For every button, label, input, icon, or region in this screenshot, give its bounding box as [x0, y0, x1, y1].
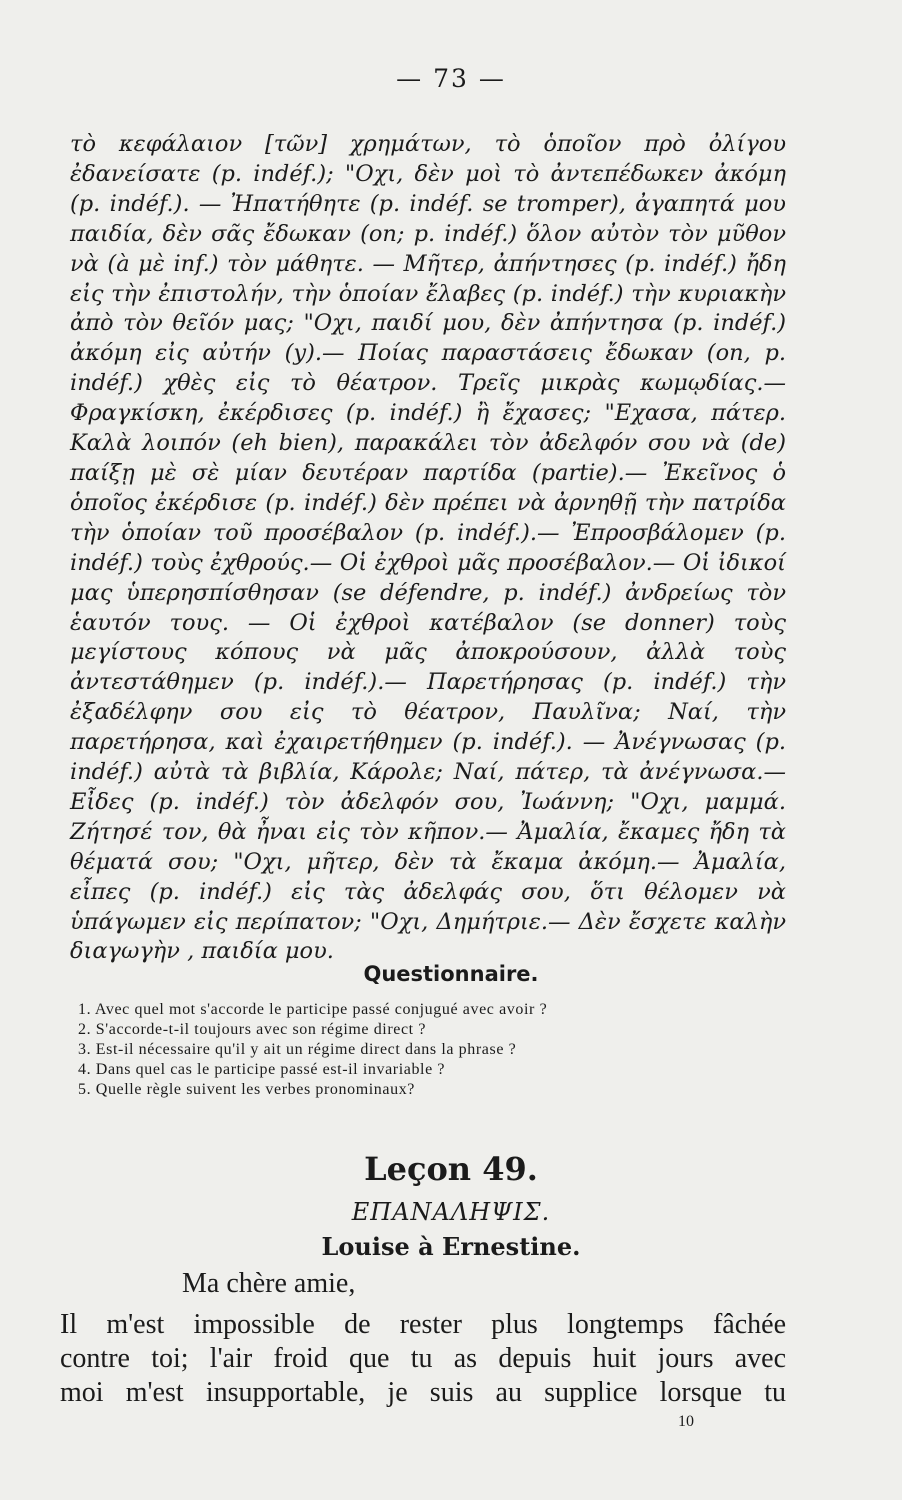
lesson-subtitle: ΕΠΑΝΑΛΗΨΙΣ. [351, 1198, 551, 1226]
letter-salutation: Ma chère amie, [182, 1268, 356, 1299]
signature-mark: 10 [678, 1413, 694, 1430]
letter-line: moi m'est insupportable, je suis au supplice lorsque tu [60, 1377, 786, 1408]
lesson-title: Leçon 49. [364, 1150, 538, 1188]
question-item: 2. S'accorde-t-il toujours avec son régime direct ? [78, 1021, 427, 1038]
letter-line: Il m'est impossible de rester plus longtemps fâchée [60, 1309, 786, 1340]
exercise-text: τὸ κεφάλαιον [τῶν] χρημάτων, τὸ ὁποῖον πρὸ ὀλίγου ἐδανείσατε (p. indéf.); "Οχι, δὲν μοὶ τὸ ἀντεπέδωκεν ἀκόμη (p. indéf.). — Ἠπατήθητε (p. indéf. se tromper), ἀγαπητά μου παιδία, δὲν σᾶς ἔδωκαν (on; p. indéf.) ὅλον αὐτὸν τὸν μῦθον νὰ (à μὲ inf.) τὸν μάθητε. — Μῆτερ, ἀπήντησες (p. indéf.) ἤδη εἰς τὴν ἐπιστολήν, τὴν ὁποίαν ἔλαβες (p. indéf.) τὴν κυριακὴν ἀπὸ τὸν θεῖόν μας; "Οχι, παιδί μου, δὲν ἀπήντησα (p. indéf.) ἀκόμη εἰς αὐτήν (y).— Ποίας παραστάσεις ἔδωκαν (on, p. indéf.) χθὲς εἰς τὸ θέατρον. Τρεῖς μικρὰς κωμῳδίας.— Φραγκίσκη, ἐκέρδισες (p. indéf.) ἢ ἔχασες; "Εχασα, πάτερ. Καλὰ λοιπόν (eh bien), παρακάλει τὸν ἀδελφόν σου νὰ (de) παίξῃ μὲ σὲ μίαν δευτέραν παρτίδα (partie).— Ἐκεῖνος ὁ ὁποῖος ἐκέρδισε (p. indéf.) δὲν πρέπει νὰ ἀρνηθῇ τὴν πατρίδα τὴν ὁποίαν τοῦ προσέβαλον (p. indéf.).— Ἐπροσβάλομεν (p. indéf.) τοὺς ἐχθρούς.— Οἱ ἐχθροὶ μᾶς προσέβαλον.— Οἱ ἰδικοί μας ὑπερησπίσθησαν (se défendre, p. indéf.) ἀνδρείως τὸν ἑαυτόν τους. — Οἱ ἐχθροὶ κατέβαλον (se donner) τοὺς μεγίστους κόπους νὰ μᾶς ἀποκρούσουν, ἀλλὰ τοὺς ἀντεστάθημεν (p. indéf.).— Παρετήρησας (p. indéf.) τὴν ἐξαδέλφην σου εἰς τὸ θέατρον, Παυλῖνα; Ναί, τὴν παρετήρησα, καὶ ἐχαιρετήθημεν (p. indéf.). — Ἀνέγνωσας (p. indéf.) αὐτὰ τὰ βιβλία, Κάρολε; Ναί, πάτερ, τὰ ἀνέγνωσα.— Εἶδες (p. indéf.) τὸν ἀδελφόν σου, Ἰωάννη; "Οχι, μαμμά. Ζήτησέ τον, θὰ ἦναι εἰς τὸν κῆπον.— Ἀμαλία, ἔκαμες ἤδη τὰ θέματά σου; "Οχι, μῆτερ, δὲν τὰ ἔκαμα ἀκόμη.— Ἀμαλία, εἶπες (p. indéf.) εἰς τὰς ἀδελφάς σου, ὅτι θέλομεν νὰ ὑπάγωμεν εἰς περίπατον; "Οχι, Δημήτριε.— Δὲν ἔσχετε καλὴν διαγωγὴν , παιδία μου. [70, 131, 786, 965]
question-item: 5. Quelle règle suivent les verbes pronominaux? [78, 1081, 415, 1098]
letter-body [60, 1308, 786, 1410]
letter-line: contre toi; l'air froid que tu as depuis huit jours avec [60, 1343, 786, 1374]
exercise-paragraph [70, 130, 786, 967]
page-number: — 73 — [396, 64, 506, 93]
questionnaire-list [78, 1000, 778, 1100]
letter-title: Louise à Ernestine. [321, 1232, 581, 1261]
question-item: 3. Est-il nécessaire qu'il y ait un régime direct dans la phrase ? [78, 1041, 517, 1058]
question-item: 4. Dans quel cas le participe passé est-il invariable ? [78, 1061, 446, 1078]
questionnaire-title: Questionnaire. [363, 962, 539, 986]
question-item: 1. Avec quel mot s'accorde le participe passé conjugué avec avoir ? [78, 1001, 548, 1018]
